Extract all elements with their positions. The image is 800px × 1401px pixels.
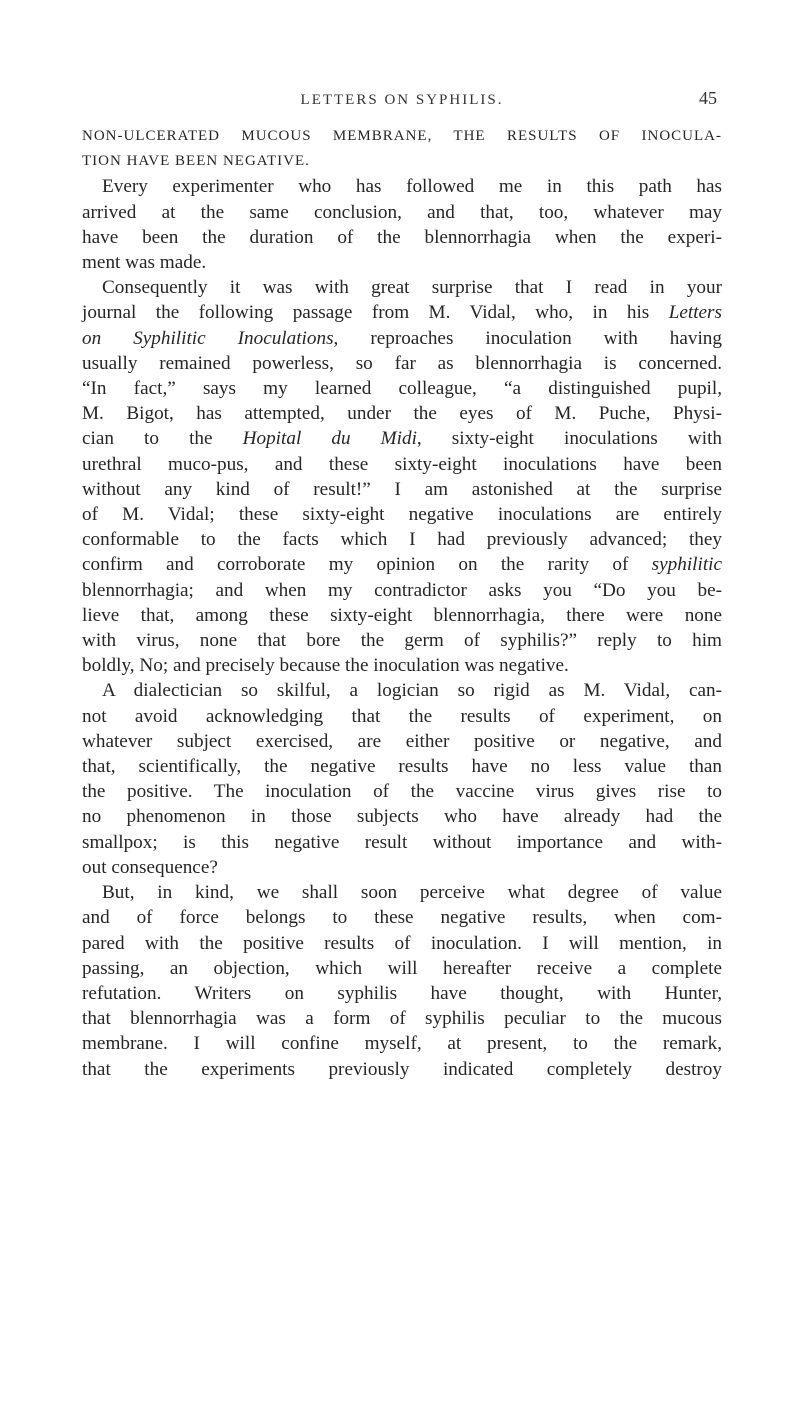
text-line: that the experiments previously indicated completely destroy — [82, 1058, 722, 1080]
section-heading-line: TION HAVE BEEN NEGATIVE. — [82, 153, 310, 170]
running-title: LETTERS ON SYPHILIS. — [300, 92, 504, 108]
text-span: confirm and corroborate my opinion on the rarity of — [82, 554, 629, 576]
text-span: journal the following passage from M. Vidal, who, in his — [82, 302, 650, 324]
text-line: usually remained powerless, so far as blennorrhagia is concerned. — [82, 352, 722, 374]
body-text — [82, 124, 722, 1082]
text-line: A dialectician so skilful, a logician so rigid as M. Vidal, can- — [102, 680, 722, 702]
text-line: Every experimenter who has followed me in this path has — [102, 176, 722, 198]
text-line: no phenomenon in those subjects who have already had the — [82, 806, 722, 828]
place-name-italic: Hopital du Midi — [242, 428, 417, 450]
text-line — [82, 552, 722, 577]
text-line: lieve that, among these sixty-eight blennorrhagia, there were none — [82, 604, 722, 626]
text-line — [82, 326, 722, 351]
text-line: passing, an objection, which will hereafter receive a complete — [82, 957, 722, 979]
text-line: membrane. I will confine myself, at present, to the remark, — [82, 1033, 722, 1055]
section-heading-line: NON-ULCERATED MUCOUS MEMBRANE, THE RESULTS OF INOCULA- — [82, 128, 722, 144]
emphasis-italic: syphilitic — [651, 554, 722, 576]
text-line: ment was made. — [82, 252, 207, 274]
running-head — [82, 88, 722, 118]
text-line: smallpox; is this negative result without importance and with- — [82, 831, 722, 853]
text-line: arrived at the same conclusion, and that, too, whatever may — [82, 201, 722, 223]
text-line: with virus, none that bore the germ of syphilis?” reply to him — [82, 630, 722, 652]
text-line: not avoid acknowledging that the results of experiment, on — [82, 705, 722, 727]
text-line — [82, 426, 722, 451]
text-span: , sixty-eight inoculations with — [416, 428, 722, 450]
paragraph — [82, 174, 722, 275]
text-line: and of force belongs to these negative results, when com- — [82, 907, 722, 929]
text-line: But, in kind, we shall soon perceive what degree of value — [102, 882, 722, 904]
text-line: “In fact,” says my learned colleague, “a distinguished pupil, — [82, 378, 722, 400]
text-line: have been the duration of the blennorrhagia when the experi- — [82, 226, 722, 248]
text-line: blennorrhagia; and when my contradictor asks you “Do you be- — [82, 579, 722, 601]
text-line: conformable to the facts which I had previously advanced; they — [82, 529, 722, 551]
text-line: out consequence? — [82, 856, 218, 878]
text-line: boldly, No; and precisely because the inoculation was negative. — [82, 655, 569, 677]
text-line: Consequently it was with great surprise that I read in your — [102, 277, 722, 299]
book-title-italic: Syphilitic Inoculations — [133, 327, 334, 349]
text-line: urethral muco-pus, and these sixty-eight inoculations have been — [82, 453, 722, 475]
page-number: 45 — [699, 88, 717, 108]
paragraph — [82, 275, 722, 678]
text-span: , reproaches inoculation with having — [333, 327, 722, 349]
text-line: whatever subject exercised, are either positive or negative, and — [82, 730, 722, 752]
text-line: the positive. The inoculation of the vaccine virus gives rise to — [82, 781, 722, 803]
text-line — [82, 300, 722, 325]
book-title-italic: Letters — [668, 302, 722, 324]
text-line: of M. Vidal; these sixty-eight negative inoculations are entirely — [82, 504, 722, 526]
text-line: pared with the positive results of inoculation. I will mention, in — [82, 932, 722, 954]
text-line: without any kind of result!” I am astonished at the surprise — [82, 478, 722, 500]
paragraph — [82, 678, 722, 880]
paragraph — [82, 880, 722, 1082]
text-line: M. Bigot, has attempted, under the eyes of M. Puche, Physi- — [82, 403, 722, 425]
text-span: cian to the — [82, 428, 213, 450]
text-line: that, scientifically, the negative results have no less value than — [82, 756, 722, 778]
text-line: refutation. Writers on syphilis have thought, with Hunter, — [82, 982, 722, 1004]
book-title-italic: on — [82, 327, 102, 349]
text-line: that blennorrhagia was a form of syphilis peculiar to the mucous — [82, 1008, 722, 1030]
